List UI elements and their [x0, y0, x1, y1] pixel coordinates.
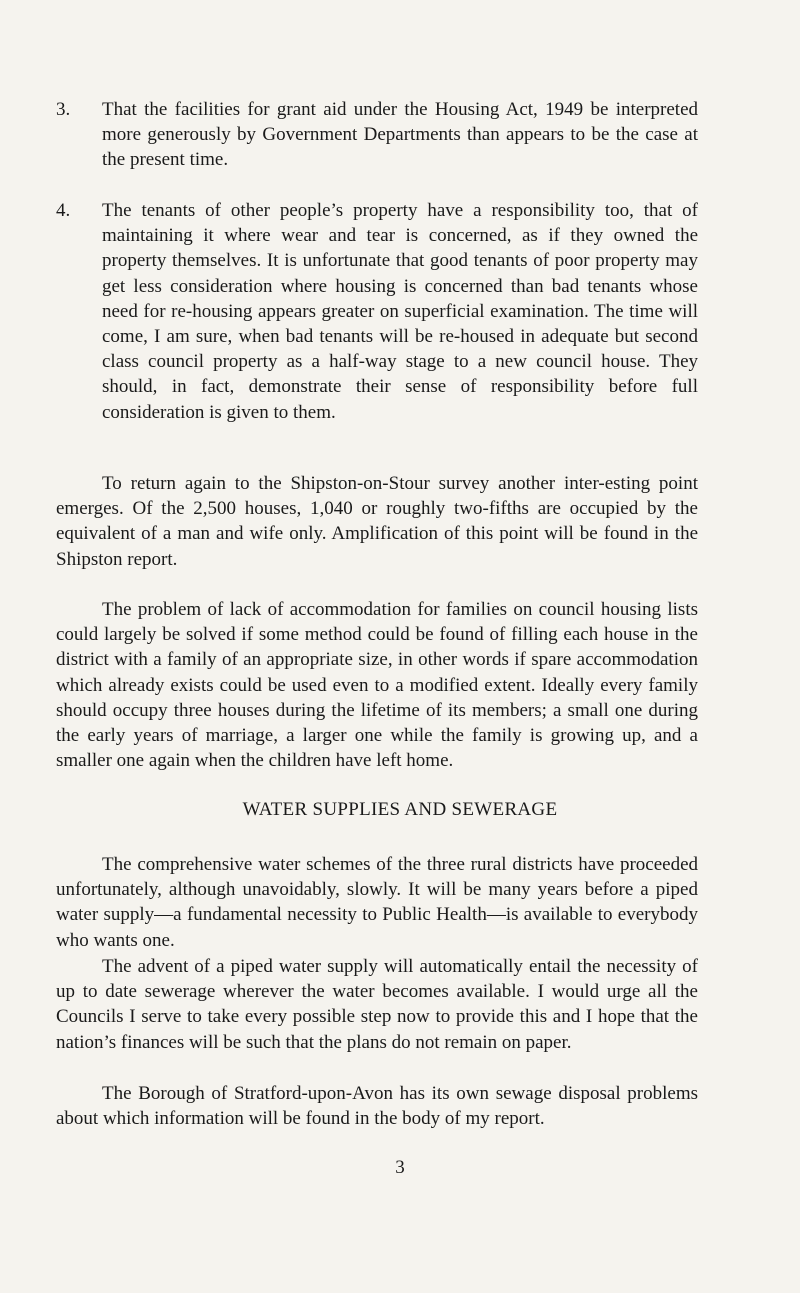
- item-text: The tenants of other people’s property have a responsibility too, that of maintaining it where wear and tear is concerned, as if they owned the property themselves. It is unfortunate that good tenants of poor property may get less consideration where housing is concerned than bad tenants whose need for re-housing appears greater on superficial examination. The time will come, I am sure, when bad tenants will be re-housed in adequate but second class council property as a half-way stage to a new council house. They should, in fact, demonstrate their sense of responsibility before full consideration is given to them.: [102, 200, 698, 423]
- body-paragraph: The Borough of Stratford-upon-Avon has its own sewage disposal problems about which information will be found in the body of my report.: [56, 1083, 698, 1130]
- body-paragraph: The comprehensive water schemes of the three rural districts have proceeded unfortunately, although unavoidably, slowly. It will be many years before a piped water supply—a fundamental necessity to Public Health—is available to everybody who wants one.: [56, 854, 698, 951]
- body-paragraph: The problem of lack of accommodation for families on council housing lists could largely be solved if some method could be found of filling each house in the district with a family of an appropriate size, in other words if spare accommodation which already exists could be used even to a modified extent. Ideally every family should occupy three houses during the lifetime of its members; a small one during the early years of marriage, a larger one while the family is growing up, and a smaller one again when the children have left home.: [56, 599, 698, 772]
- body-paragraph: The advent of a piped water supply will automatically entail the necessity of up to date sewerage wherever the water becomes available. I would urge all the Councils I serve to take every possible step now to provide this and I hope that the nation’s finances will be such that the plans do not remain on paper.: [56, 956, 698, 1053]
- item-number: 4.: [56, 200, 71, 221]
- body-paragraph: To return again to the Shipston-on-Stour survey another inter-esting point emerges. Of the 2,500 houses, 1,040 or roughly two-fifths are occupied by the equivalent of a man and wife only. Amplification of this point will be found in the Shipston report.: [56, 473, 698, 570]
- item-number: 3.: [56, 99, 71, 120]
- item-text: That the facilities for grant aid under the Housing Act, 1949 be interpreted more generously by Government Departments than appears to be the case at the present time.: [102, 99, 698, 171]
- page-number: 3: [395, 1157, 405, 1178]
- section-heading: WATER SUPPLIES AND SEWERAGE: [242, 799, 558, 820]
